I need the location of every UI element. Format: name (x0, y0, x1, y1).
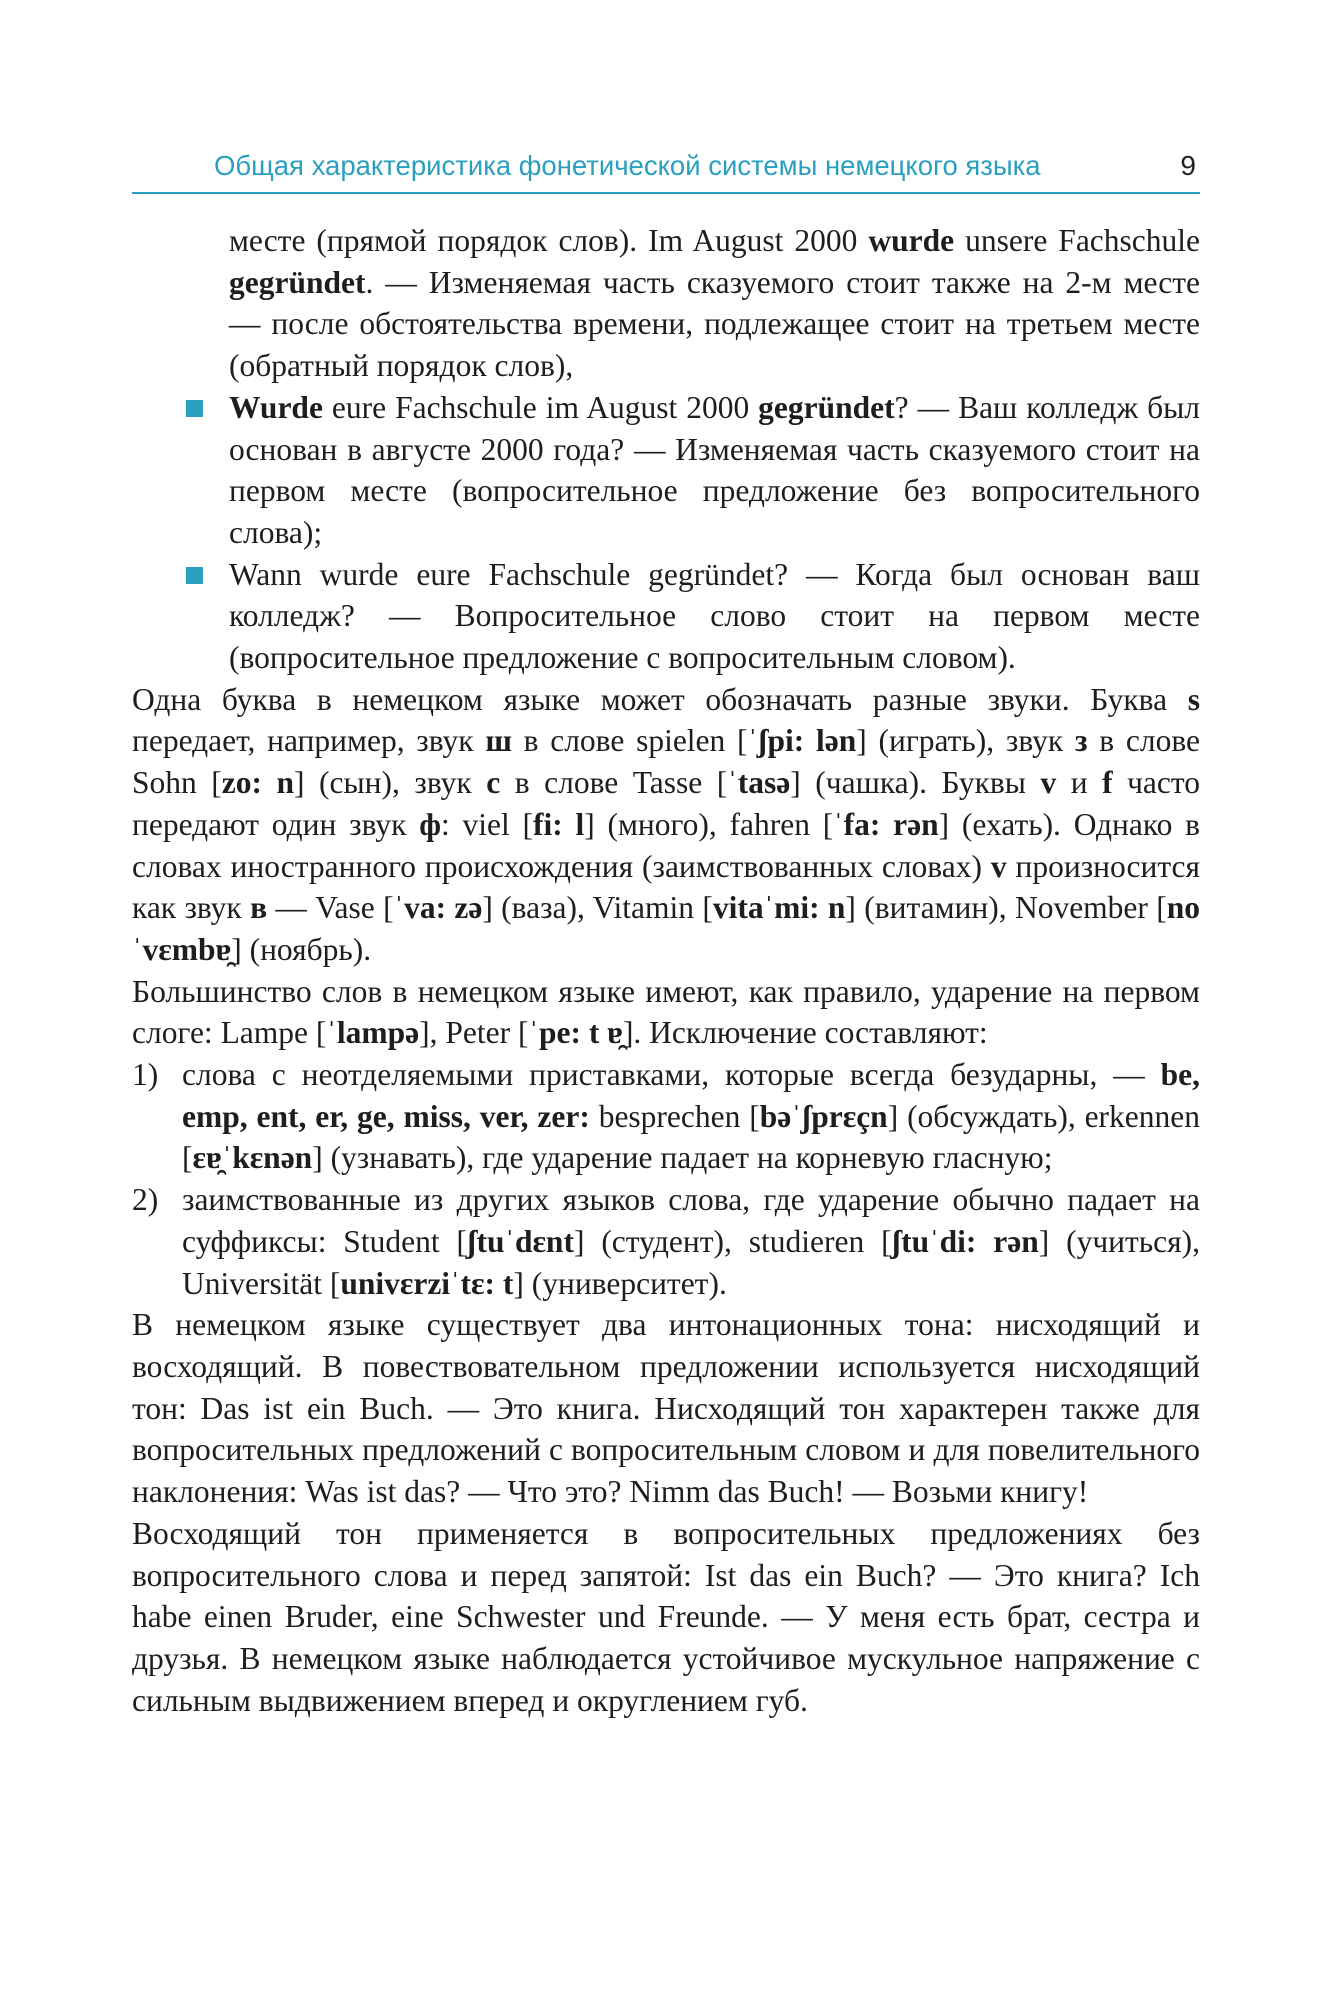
bold-run: wurde (868, 223, 955, 258)
paragraph-letters-sounds (132, 679, 1200, 971)
bold-run: be, emp, ent, er, ge, miss, ver, zer: (182, 1057, 1200, 1134)
text-run: ] (ехать). Однако в словах иностранного происхождения (заимствованных словах) (132, 806, 1200, 884)
text-run: ] (играть), звук (856, 723, 1075, 759)
bold-run: s (1187, 681, 1200, 717)
page-body (132, 220, 1200, 1721)
text-run: ] (сын), звук (294, 765, 487, 801)
paragraph-intonation-rising (132, 1513, 1200, 1722)
bold-run: fa: rən (843, 806, 939, 842)
continuation-paragraph (132, 220, 1200, 387)
text-run: ] (обсуждать), erkennen [ (182, 1098, 1200, 1176)
paragraph-stress (132, 971, 1200, 1054)
text-run: передает, например, звук (132, 723, 486, 759)
bold-run: zo: n (221, 765, 295, 801)
bold-run: vitaˈmi: n (712, 890, 846, 926)
text-run: eure Fachschule im August 2000 (322, 389, 759, 425)
bold-run: tasə (737, 765, 791, 801)
bullet-text (229, 557, 1200, 675)
text-run: . — Изменяемая часть сказуемого стоит также на 2-м месте — после обстоятельства времени, подлежащее стоит на третьем месте (обратный порядок слов), (229, 264, 1200, 384)
text-run: : viel [ (440, 806, 533, 842)
text-run: Восходящий тон применяется в вопросительных предложениях без вопросительного слова и перед запятой: Ist das ein Buch? — Это книга? Ich habe einen Bruder, eine Schwester und Freunde. — У меня есть брат, сестра и друзья. В немецком языке наблюдается устойчивое мускульное напряжение с сильным выдвижением вперед и округлением губ. (132, 1515, 1200, 1718)
numbered-item-prefixes (132, 1054, 1200, 1179)
bold-run: ɛɐ̯ˈkɛnən (192, 1140, 313, 1176)
square-bullet-icon (186, 400, 203, 417)
bold-run: с (486, 765, 501, 801)
bold-run: з (1074, 723, 1088, 759)
bold-run: lampə (336, 1015, 420, 1051)
numbered-item-text (182, 1182, 1200, 1300)
running-header (132, 142, 1200, 194)
text-run: ] (ноябрь). (231, 931, 372, 967)
text-run: в слове Tasse [ˈ (500, 765, 738, 801)
text-run: ]. Исключение составляют: (622, 1015, 988, 1051)
bold-run: gegründet (758, 389, 895, 425)
text-run: и (1056, 765, 1103, 801)
text-run: ] (витамин), November [ (845, 890, 1167, 926)
text-run: в слове Sohn [ (132, 723, 1201, 801)
text-run: unsere Fachschule (954, 223, 1200, 258)
bold-run: в (250, 890, 268, 926)
bold-run: bəˈʃprɛçn (759, 1098, 888, 1134)
paragraph-intonation-falling (132, 1304, 1200, 1513)
numbered-item-loanwords (132, 1179, 1200, 1304)
list-number: 2) (132, 1182, 159, 1218)
numbered-item-text (182, 1057, 1200, 1175)
text-run: заимствованные из других языков слова, где ударение обычно падает на суффиксы: Student [ (182, 1182, 1200, 1259)
bold-run: f (1102, 765, 1113, 801)
square-bullet-icon (186, 567, 203, 584)
bold-run: ʃtuˈdi: rən (891, 1223, 1039, 1259)
text-run: слова с неотделяемыми приставками, которые всегда безударны, — (182, 1057, 1161, 1093)
header-title: Общая характеристика фонетической системы немецкого языка (214, 150, 1041, 181)
bold-run: ʃtuˈdɛnt (466, 1223, 574, 1259)
text-run: — Vase [ˈ (267, 890, 405, 926)
bold-run: fi: l (532, 806, 585, 842)
text-run: besprechen [ (589, 1098, 760, 1134)
text-run: ] (ваза), Vitamin [ (482, 890, 713, 926)
text-run: ] (чашка). Буквы (790, 765, 1041, 801)
bullet-item-question-wh (132, 554, 1200, 679)
text-run: месте (прямой порядок слов). Im August 2000 (229, 223, 869, 258)
bullet-item-question-no-wh (132, 387, 1200, 554)
text-run: часто передают один звук (132, 765, 1200, 842)
text-run: ] (много), fahren [ˈ (584, 806, 844, 842)
text-run: ? — Ваш колледж был основан в августе 2000 года? — Изменяемая часть сказуемого стоит на первом месте (вопросительное предложение без вопросительного слова); (229, 389, 1200, 550)
text-run: произносится как звук (132, 848, 1201, 926)
bold-run: va: zə (404, 890, 483, 926)
text-run: Одна буква в немецком языке может обозначать разные звуки. Буква (132, 681, 1188, 717)
bold-run: gegründet (229, 264, 366, 300)
text-run: Большинство слов в немецком языке имеют, как правило, ударение на первом слоге: Lampe [ˈ (132, 973, 1200, 1051)
text-run: В немецком языке существует два интонационных тона: нисходящий и восходящий. В повествовательном предложении используется нисходящий тон: Das ist ein Buch. — Это книга. Нисходящий тон характерен также для вопросительных предложений с вопросительным словом и для повелительного наклонения: Was ist das? — Что это? Nimm das Buch! — Возьми книгу! (132, 1307, 1200, 1510)
text-run: в слове spielen [ˈ (511, 723, 758, 759)
bold-run: ʃpi: lən (758, 723, 857, 759)
text-run: ] (учиться), Universität [ (182, 1223, 1201, 1301)
bold-run: noˈvɛmbɐ̯ (132, 890, 1201, 967)
list-number: 1) (132, 1057, 159, 1093)
bold-run: ф (419, 806, 441, 842)
bullet-text (229, 390, 1200, 550)
bold-run: ш (485, 723, 512, 759)
text-run: ] (университет). (513, 1265, 727, 1301)
text-run: ] (узнавать), где ударение падает на корневую гласную; (312, 1140, 1053, 1176)
text-run: ] (студент), studieren [ (573, 1223, 892, 1259)
page-number: 9 (1180, 150, 1196, 181)
text-run: Wann wurde eure Fachschule gegründet? — Когда был основан ваш колледж? — Вопросительное слово стоит на первом месте (вопросительное предложение с вопросительным словом). (229, 556, 1200, 676)
bold-run: v (1040, 765, 1057, 801)
text-run: ], Peter [ˈ (419, 1015, 539, 1051)
bold-run: v (990, 848, 1007, 884)
bold-run: pe: t ɐ̯ (538, 1015, 623, 1051)
bold-run: univɛrziˈtɛ: t (340, 1265, 514, 1301)
bold-run: Wurde (229, 389, 323, 425)
